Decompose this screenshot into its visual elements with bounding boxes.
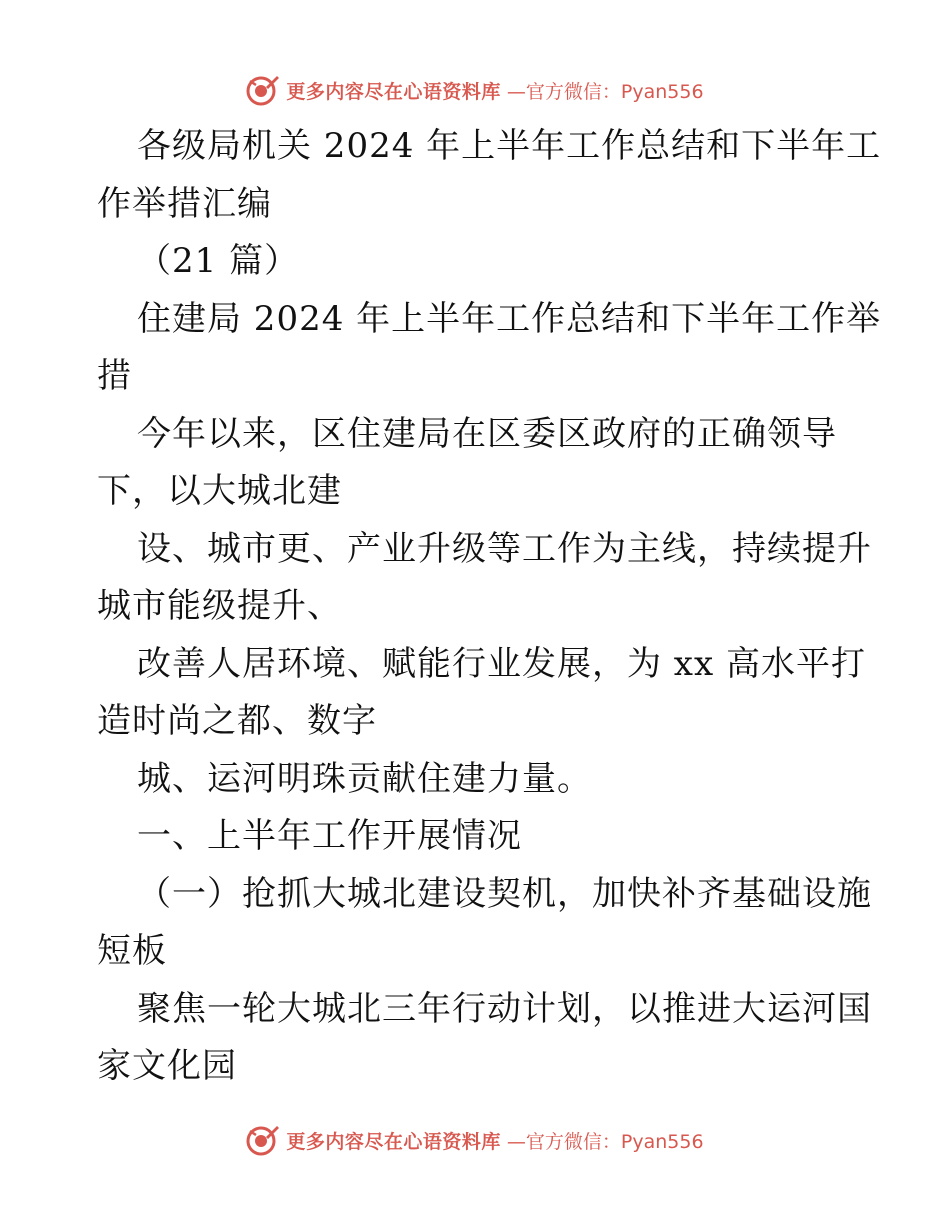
watermark-text: 更多内容尽在心语资料库: [286, 80, 501, 103]
watermark-text: 更多内容尽在心语资料库: [286, 1130, 501, 1153]
body-line: 家文化园: [97, 1046, 237, 1086]
body-line: 聚焦一轮大城北三年行动计划，以推进大运河国: [137, 988, 872, 1029]
body-line: 设、城市更、产业升级等工作为主线，持续提升: [137, 528, 872, 569]
body-line: （21 篇）: [137, 241, 300, 281]
body-line: 下，以大城北建: [97, 471, 342, 511]
pen-logo-icon: [246, 1123, 280, 1157]
body-line: 造时尚之都、数字: [97, 701, 377, 741]
watermark-group: [246, 1123, 703, 1157]
subsection-heading: （一）抢抓大城北建设契机，加快补齐基础设施: [137, 873, 872, 914]
body-line: 改善人居环境、赋能行业发展，为 xx 高水平打: [137, 643, 866, 684]
section-heading: 一、上半年工作开展情况: [137, 816, 522, 856]
body-line: 住建局 2024 年上半年工作总结和下半年工作举: [137, 298, 882, 339]
body-line: 城市能级提升、: [97, 586, 342, 626]
body-line: 今年以来，区住建局在区委区政府的正确领导: [137, 413, 837, 454]
watermark-wechat: —官方微信：Pyan556: [506, 80, 704, 103]
body-line: 各级局机关 2024 年上半年工作总结和下半年工: [137, 126, 882, 166]
body-line: 措: [97, 356, 132, 396]
watermark-group: [246, 73, 703, 107]
watermark-banner-top: [0, 70, 950, 110]
body-line: 作举措汇编: [97, 183, 272, 224]
body-line: 短板: [97, 931, 167, 971]
body-line: 城、运河明珠贡献住建力量。: [137, 758, 592, 799]
pen-logo-icon: [246, 73, 280, 107]
document-body: [97, 118, 882, 1096]
watermark-banner-bottom: [0, 1120, 950, 1160]
watermark-wechat: —官方微信：Pyan556: [506, 1130, 704, 1153]
